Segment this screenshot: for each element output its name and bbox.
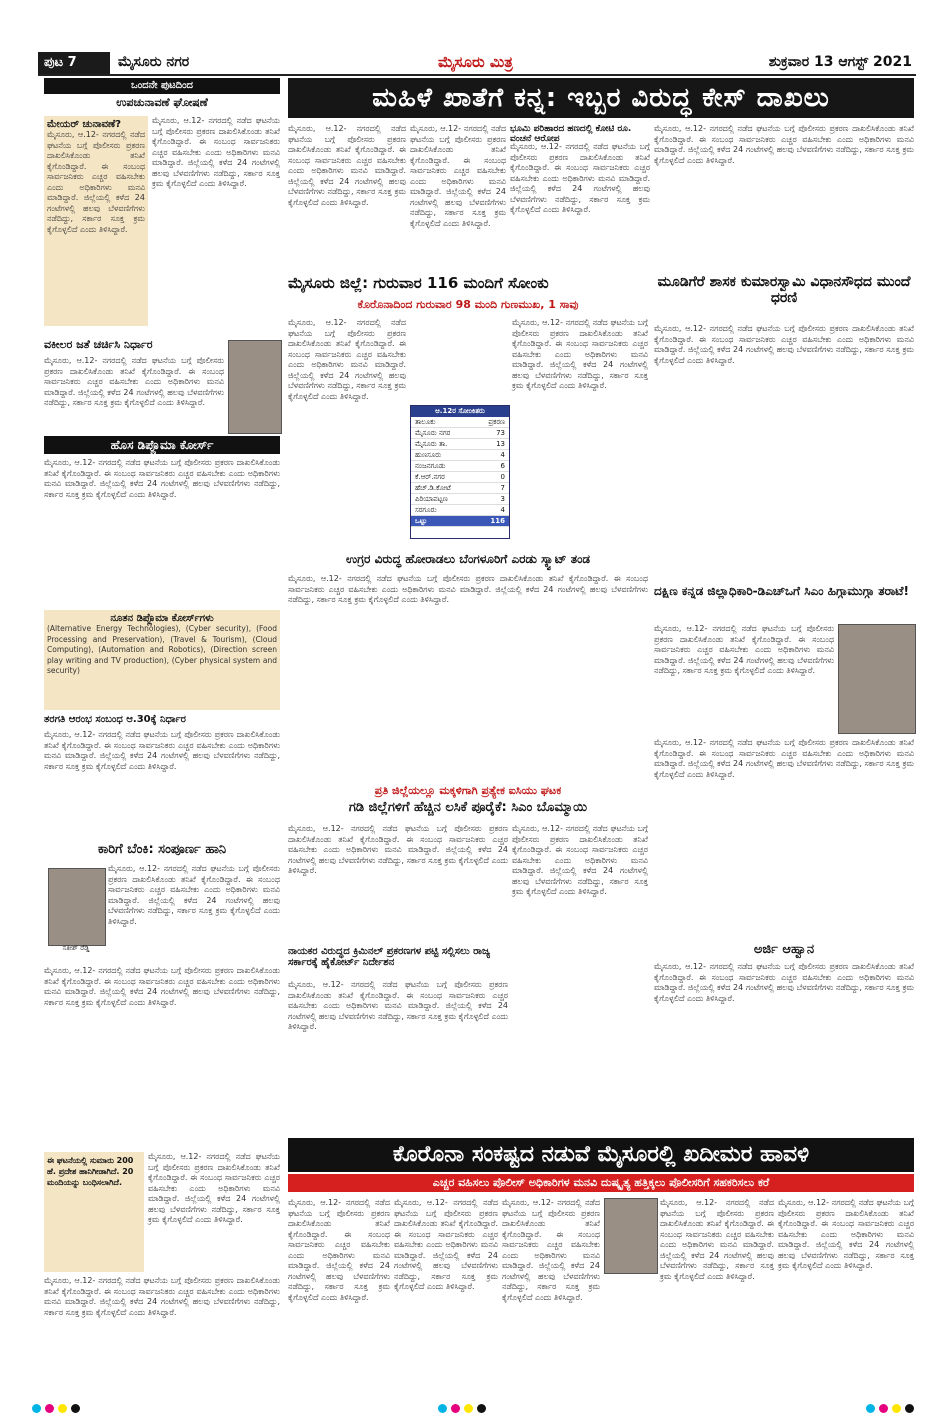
table-row bbox=[411, 439, 509, 450]
table-cell-count: 73 bbox=[496, 429, 505, 437]
table-cell-taluk: ನಂಜನಗೂಡು bbox=[415, 462, 446, 470]
apply-headline: ಅರ್ಜಿ ಆಹ್ವಾನ bbox=[753, 942, 815, 957]
bottom-headline: ಕೊರೊನಾ ಸಂಕಷ್ಟದ ನಡುವೆ ಮೈಸೂರಲ್ಲಿ ಖದೀಮರ ಹಾವಳಿ bbox=[288, 1138, 914, 1172]
bottom-body-4: ಮೈಸೂರು, ಆ.12- ನಗರದಲ್ಲಿ ನಡೆದ ಘಟನೆಯ ಬಗ್ಗೆ ಪೊಲೀಸರು ಪ್ರಕರಣ ದಾಖಲಿಸಿಕೊಂಡು ತನಿಖೆ ಕೈಗೊಂಡಿದ್ದಾರೆ. ಈ ಸಂಬಂಧ ಸಾರ್ವಜನಿಕರು ಎಚ್ಚರ ವಹಿಸಬೇಕು ಎಂದು ಅಧಿಕಾರಿಗಳು ಮನವಿ ಮಾಡಿದ್ದಾರೆ. ಜಿಲ್ಲೆಯಲ್ಲಿ ಕಳೆದ 24 ಗಂಟೆಗಳಲ್ಲಿ ಹಲವು ಬೆಳವಣಿಗೆಗಳು ನಡೆದಿದ್ದು, ಸರ್ಕಾರ ಸೂಕ್ತ ಕ್ರಮ ಕೈಗೊಳ್ಳಲಿದೆ ಎಂದು ತಿಳಿಸಿದ್ದಾರೆ. bbox=[660, 1198, 774, 1281]
color-registration-marks bbox=[32, 1404, 80, 1413]
table-cell-count: 6 bbox=[500, 462, 505, 470]
table-cell-count: 116 bbox=[490, 517, 505, 525]
section-name: ಮೈಸೂರು ನಗರ bbox=[118, 54, 190, 70]
class-body: ಮೈಸೂರು, ಆ.12- ನಗರದಲ್ಲಿ ನಡೆದ ಘಟನೆಯ ಬಗ್ಗೆ ಪೊಲೀಸರು ಪ್ರಕರಣ ದಾಖಲಿಸಿಕೊಂಡು ತನಿಖೆ ಕೈಗೊಂಡಿದ್ದಾರೆ. ಈ ಸಂಬಂಧ ಸಾರ್ವಜನಿಕರು ಎಚ್ಚರ ವಹಿಸಬೇಕು ಎಂದು ಅಧಿಕಾರಿಗಳು ಮನವಿ ಮಾಡಿದ್ದಾರೆ. ಜಿಲ್ಲೆಯಲ್ಲಿ ಕಳೆದ 24 ಗಂಟೆಗಳಲ್ಲಿ ಹಲವು ಬೆಳವಣಿಗೆಗಳು ನಡೆದಿದ್ದು, ಸರ್ಕಾರ ಸೂಕ್ತ ಕ್ರಮ ಕೈಗೊಳ್ಳಲಿದೆ ಎಂದು ತಿಳಿಸಿದ್ದಾರೆ. bbox=[44, 730, 280, 771]
car-fire-body-2: ಮೈಸೂರು, ಆ.12- ನಗರದಲ್ಲಿ ನಡೆದ ಘಟನೆಯ ಬಗ್ಗೆ ಪೊಲೀಸರು ಪ್ರಕರಣ ದಾಖಲಿಸಿಕೊಂಡು ತನಿಖೆ ಕೈಗೊಂಡಿದ್ದಾರೆ. ಈ ಸಂಬಂಧ ಸಾರ್ವಜನಿಕರು ಎಚ್ಚರ ವಹಿಸಬೇಕು ಎಂದು ಅಧಿಕಾರಿಗಳು ಮನವಿ ಮಾಡಿದ್ದಾರೆ. ಜಿಲ್ಲೆಯಲ್ಲಿ ಕಳೆದ 24 ಗಂಟೆಗಳಲ್ಲಿ ಹಲವು ಬೆಳವಣಿಗೆಗಳು ನಡೆದಿದ್ದು, ಸರ್ಕಾರ ಸೂಕ್ತ ಕ್ರಮ ಕೈಗೊಳ್ಳಲಿದೆ ಎಂದು ತಿಳಿಸಿದ್ದಾರೆ. bbox=[44, 966, 280, 1007]
page-header bbox=[38, 52, 916, 76]
car-fire-body: ಮೈಸೂರು, ಆ.12- ನಗರದಲ್ಲಿ ನಡೆದ ಘಟನೆಯ ಬಗ್ಗೆ ಪೊಲೀಸರು ಪ್ರಕರಣ ದಾಖಲಿಸಿಕೊಂಡು ತನಿಖೆ ಕೈಗೊಂಡಿದ್ದಾರೆ. ಈ ಸಂಬಂಧ ಸಾರ್ವಜನಿಕರು ಎಚ್ಚರ ವಹಿಸಬೇಕು ಎಂದು ಅಧಿಕಾರಿಗಳು ಮನವಿ ಮಾಡಿದ್ದಾರೆ. ಜಿಲ್ಲೆಯಲ್ಲಿ ಕಳೆದ 24 ಗಂಟೆಗಳಲ್ಲಿ ಹಲವು ಬೆಳವಣಿಗೆಗಳು ನಡೆದಿದ್ದು, ಸರ್ಕಾರ ಸೂಕ್ತ ಕ್ರಮ ಕೈಗೊಳ್ಳಲಿದೆ ಎಂದು ತಿಳಿಸಿದ್ದಾರೆ. bbox=[108, 864, 280, 926]
covid-subheadline: ಕೊರೊನಾದಿಂದ ಗುರುವಾರ 98 ಮಂದಿ ಗುಣಮುಖ, 1 ಸಾವು bbox=[357, 298, 579, 311]
newspaper-brand: ಮೈಸೂರು ಮಿತ್ರ bbox=[438, 53, 513, 71]
table-title: ಆ.12ರ ಸೋಂಕಿತರು bbox=[411, 406, 509, 417]
lead-headline: ಮಹಿಳೆ ಖಾತೆಗೆ ಕನ್ನ: ಇಬ್ಬರ ವಿರುದ್ಧ ಕೇಸ್ ದಾಖಲು bbox=[288, 78, 914, 118]
table-cell-count: 3 bbox=[500, 495, 505, 503]
minister-portrait-photo bbox=[838, 624, 916, 734]
covid-table bbox=[410, 405, 510, 539]
person-photo bbox=[48, 868, 106, 946]
page-number: 7 bbox=[67, 55, 77, 70]
table-cell-taluk: ಮೈಸೂರು ತಾ. bbox=[415, 440, 448, 448]
icu-headline: ಪ್ರತಿ ಜಿಲ್ಲೆಯಲ್ಲೂ ಮಕ್ಕಳಿಗಾಗಿ ಪ್ರತ್ಯೇಕ ಐಸಿಯು ಘಟಕ bbox=[374, 784, 562, 797]
verdict-body: ಮೈಸೂರು, ಆ.12- ನಗರದಲ್ಲಿ ನಡೆದ ಘಟನೆಯ ಬಗ್ಗೆ ಪೊಲೀಸರು ಪ್ರಕರಣ ದಾಖಲಿಸಿಕೊಂಡು ತನಿಖೆ ಕೈಗೊಂಡಿದ್ದಾರೆ. ಈ ಸಂಬಂಧ ಸಾರ್ವಜನಿಕರು ಎಚ್ಚರ ವಹಿಸಬೇಕು ಎಂದು ಅಧಿಕಾರಿಗಳು ಮನವಿ ಮಾಡಿದ್ದಾರೆ. ಜಿಲ್ಲೆಯಲ್ಲಿ ಕಳೆದ 24 ಗಂಟೆಗಳಲ್ಲಿ ಹಲವು ಬೆಳವಣಿಗೆಗಳು ನಡೆದಿದ್ದು, ಸರ್ಕಾರ ಸೂಕ್ತ ಕ್ರಮ ಕೈಗೊಳ್ಳಲಿದೆ ಎಂದು ತಿಳಿಸಿದ್ದಾರೆ. bbox=[44, 356, 224, 407]
table-row bbox=[411, 472, 509, 483]
table-cell-taluk: ಹೆಚ್.ಡಿ.ಕೋಟೆ bbox=[415, 484, 451, 492]
new-courses-headline: ನೂತನ ಡಿಪ್ಲೊಮಾ ಕೋರ್ಸ್‌ಗಳು bbox=[110, 613, 214, 624]
dk-headline: ದಕ್ಷಿಣ ಕನ್ನಡ ಜಿಲ್ಲಾಧಿಕಾರಿ-ಡಿಎಚ್‌ಒಗೆ ಸಿಎಂ ಹಿಗ್ಗಾಮುಗ್ಗಾ ತರಾಟೆ! bbox=[654, 584, 909, 598]
mayor-body: ಮೈಸೂರು, ಆ.12- ನಗರದಲ್ಲಿ ನಡೆದ ಘಟನೆಯ ಬಗ್ಗೆ ಪೊಲೀಸರು ಪ್ರಕರಣ ದಾಖಲಿಸಿಕೊಂಡು ತನಿಖೆ ಕೈಗೊಂಡಿದ್ದಾರೆ. ಈ ಸಂಬಂಧ ಸಾರ್ವಜನಿಕರು ಎಚ್ಚರ ವಹಿಸಬೇಕು ಎಂದು ಅಧಿಕಾರಿಗಳು ಮನವಿ ಮಾಡಿದ್ದಾರೆ. ಜಿಲ್ಲೆಯಲ್ಲಿ ಕಳೆದ 24 ಗಂಟೆಗಳಲ್ಲಿ ಹಲವು ಬೆಳವಣಿಗೆಗಳು ನಡೆದಿದ್ದು, ಸರ್ಕಾರ ಸೂಕ್ತ ಕ್ರಮ ಕೈಗೊಳ್ಳಲಿದೆ ಎಂದು ತಿಳಿಸಿದ್ದಾರೆ. bbox=[47, 130, 145, 234]
covid-body-2: ಮೈಸೂರು, ಆ.12- ನಗರದಲ್ಲಿ ನಡೆದ ಘಟನೆಯ ಬಗ್ಗೆ ಪೊಲೀಸರು ಪ್ರಕರಣ ದಾಖಲಿಸಿಕೊಂಡು ತನಿಖೆ ಕೈಗೊಂಡಿದ್ದಾರೆ. ಈ ಸಂಬಂಧ ಸಾರ್ವಜನಿಕರು ಎಚ್ಚರ ವಹಿಸಬೇಕು ಎಂದು ಅಧಿಕಾರಿಗಳು ಮನವಿ ಮಾಡಿದ್ದಾರೆ. ಜಿಲ್ಲೆಯಲ್ಲಿ ಕಳೆದ 24 ಗಂಟೆಗಳಲ್ಲಿ ಹಲವು ಬೆಳವಣಿಗೆಗಳು ನಡೆದಿದ್ದು, ಸರ್ಕಾರ ಸೂಕ್ತ ಕ್ರಮ ಕೈಗೊಳ್ಳಲಿದೆ ಎಂದು ತಿಳಿಸಿದ್ದಾರೆ. bbox=[512, 318, 648, 390]
class-headline: ತರಗತಿ ಆರಂಭ ಸಂಬಂಧ ಆ.30ಕ್ಕೆ ನಿರ್ಧಾರ bbox=[44, 714, 186, 725]
table-cell-count: 4 bbox=[500, 506, 505, 514]
highlight-box: ಈ ಘಟನೆಯಲ್ಲಿ ಸುಮಾರು 200 ಹೆ. ಪ್ರದೇಶ ಹಾನಿಗೀಡಾಗಿದೆ. 20 ಮಂದಿಯನ್ನು ಬಂಧಿಸಲಾಗಿದೆ. bbox=[44, 1152, 144, 1272]
kicker-banner: ಒಂದನೇ ಪುಟದಿಂದ bbox=[44, 78, 280, 94]
bottom-body-2: ಮೈಸೂರು, ಆ.12- ನಗರದಲ್ಲಿ ನಡೆದ ಘಟನೆಯ ಬಗ್ಗೆ ಪೊಲೀಸರು ಪ್ರಕರಣ ದಾಖಲಿಸಿಕೊಂಡು ತನಿಖೆ ಕೈಗೊಂಡಿದ್ದಾರೆ. ಈ ಸಂಬಂಧ ಸಾರ್ವಜನಿಕರು ಎಚ್ಚರ ವಹಿಸಬೇಕು ಎಂದು ಅಧಿಕಾರಿಗಳು ಮನವಿ ಮಾಡಿದ್ದಾರೆ. ಜಿಲ್ಲೆಯಲ್ಲಿ ಕಳೆದ 24 ಗಂಟೆಗಳಲ್ಲಿ ಹಲವು ಬೆಳವಣಿಗೆಗಳು ನಡೆದಿದ್ದು, ಸರ್ಕಾರ ಸೂಕ್ತ ಕ್ರಮ ಕೈಗೊಳ್ಳಲಿದೆ ಎಂದು ತಿಳಿಸಿದ್ದಾರೆ. bbox=[394, 1198, 498, 1291]
diploma-body: ಮೈಸೂರು, ಆ.12- ನಗರದಲ್ಲಿ ನಡೆದ ಘಟನೆಯ ಬಗ್ಗೆ ಪೊಲೀಸರು ಪ್ರಕರಣ ದಾಖಲಿಸಿಕೊಂಡು ತನಿಖೆ ಕೈಗೊಂಡಿದ್ದಾರೆ. ಈ ಸಂಬಂಧ ಸಾರ್ವಜನಿಕರು ಎಚ್ಚರ ವಹಿಸಬೇಕು ಎಂದು ಅಧಿಕಾರಿಗಳು ಮನವಿ ಮಾಡಿದ್ದಾರೆ. ಜಿಲ್ಲೆಯಲ್ಲಿ ಕಳೆದ 24 ಗಂಟೆಗಳಲ್ಲಿ ಹಲವು ಬೆಳವಣಿಗೆಗಳು ನಡೆದಿದ್ದು, ಸರ್ಕಾರ ಸೂಕ್ತ ಕ್ರಮ ಕೈಗೊಳ್ಳಲಿದೆ ಎಂದು ತಿಳಿಸಿದ್ದಾರೆ. bbox=[44, 458, 280, 499]
table-cell-taluk: ಮೈಸೂರು ನಗರ bbox=[415, 429, 451, 437]
verdict-headline: ವಕೀಲರ ಜತೆ ಚರ್ಚಿಸಿ ನಿರ್ಧಾರ bbox=[44, 338, 153, 351]
dk-body-1: ಮೈಸೂರು, ಆ.12- ನಗರದಲ್ಲಿ ನಡೆದ ಘಟನೆಯ ಬಗ್ಗೆ ಪೊಲೀಸರು ಪ್ರಕರಣ ದಾಖಲಿಸಿಕೊಂಡು ತನಿಖೆ ಕೈಗೊಂಡಿದ್ದಾರೆ. ಈ ಸಂಬಂಧ ಸಾರ್ವಜನಿಕರು ಎಚ್ಚರ ವಹಿಸಬೇಕು ಎಂದು ಅಧಿಕಾರಿಗಳು ಮನವಿ ಮಾಡಿದ್ದಾರೆ. ಜಿಲ್ಲೆಯಲ್ಲಿ ಕಳೆದ 24 ಗಂಟೆಗಳಲ್ಲಿ ಹಲವು ಬೆಳವಣಿಗೆಗಳು ನಡೆದಿದ್ದು, ಸರ್ಕಾರ ಸೂಕ್ತ ಕ್ರಮ ಕೈಗೊಳ್ಳಲಿದೆ ಎಂದು ತಿಳಿಸಿದ್ದಾರೆ. bbox=[654, 624, 834, 675]
kicker-title: ಉಪಚುನಾವಣೆ ಘೋಷಣೆ bbox=[116, 96, 208, 109]
left-bottom-body: ಮೈಸೂರು, ಆ.12- ನಗರದಲ್ಲಿ ನಡೆದ ಘಟನೆಯ ಬಗ್ಗೆ ಪೊಲೀಸರು ಪ್ರಕರಣ ದಾಖಲಿಸಿಕೊಂಡು ತನಿಖೆ ಕೈಗೊಂಡಿದ್ದಾರೆ. ಈ ಸಂಬಂಧ ಸಾರ್ವಜನಿಕರು ಎಚ್ಚರ ವಹಿಸಬೇಕು ಎಂದು ಅಧಿಕಾರಿಗಳು ಮನವಿ ಮಾಡಿದ್ದಾರೆ. ಜಿಲ್ಲೆಯಲ್ಲಿ ಕಳೆದ 24 ಗಂಟೆಗಳಲ್ಲಿ ಹಲವು ಬೆಳವಣಿಗೆಗಳು ನಡೆದಿದ್ದು, ಸರ್ಕಾರ ಸೂಕ್ತ ಕ್ರಮ ಕೈಗೊಳ್ಳಲಿದೆ ಎಂದು ತಿಳಿಸಿದ್ದಾರೆ. bbox=[44, 1276, 280, 1317]
icu-body-2: ಮೈಸೂರು, ಆ.12- ನಗರದಲ್ಲಿ ನಡೆದ ಘಟನೆಯ ಬಗ್ಗೆ ಪೊಲೀಸರು ಪ್ರಕರಣ ದಾಖಲಿಸಿಕೊಂಡು ತನಿಖೆ ಕೈಗೊಂಡಿದ್ದಾರೆ. ಈ ಸಂಬಂಧ ಸಾರ್ವಜನಿಕರು ಎಚ್ಚರ ವಹಿಸಬೇಕು ಎಂದು ಅಧಿಕಾರಿಗಳು ಮನವಿ ಮಾಡಿದ್ದಾರೆ. ಜಿಲ್ಲೆಯಲ್ಲಿ ಕಳೆದ 24 ಗಂಟೆಗಳಲ್ಲಿ ಹಲವು ಬೆಳವಣಿಗೆಗಳು ನಡೆದಿದ್ದು, ಸರ್ಕಾರ ಸೂಕ್ತ ಕ್ರಮ ಕೈಗೊಳ್ಳಲಿದೆ ಎಂದು ತಿಳಿಸಿದ್ದಾರೆ. bbox=[512, 824, 648, 896]
covid-headline: ಮೈಸೂರು ಜಿಲ್ಲೆ: ಗುರುವಾರ 116 ಮಂದಿಗೆ ಸೋಂಕು bbox=[288, 274, 549, 292]
mayor-headline: ಮೇಯರ್ ಚುನಾವಣೆ? bbox=[47, 119, 122, 130]
lead-body-3: ಮೈಸೂರು, ಆ.12- ನಗರದಲ್ಲಿ ನಡೆದ ಘಟನೆಯ ಬಗ್ಗೆ ಪೊಲೀಸರು ಪ್ರಕರಣ ದಾಖಲಿಸಿಕೊಂಡು ತನಿಖೆ ಕೈಗೊಂಡಿದ್ದಾರೆ. ಈ ಸಂಬಂಧ ಸಾರ್ವಜನಿಕರು ಎಚ್ಚರ ವಹಿಸಬೇಕು ಎಂದು ಅಧಿಕಾರಿಗಳು ಮನವಿ ಮಾಡಿದ್ದಾರೆ. ಜಿಲ್ಲೆಯಲ್ಲಿ ಕಳೆದ 24 ಗಂಟೆಗಳಲ್ಲಿ ಹಲವು ಬೆಳವಣಿಗೆಗಳು ನಡೆದಿದ್ದು, ಸರ್ಕಾರ ಸೂಕ್ತ ಕ್ರಮ ಕೈಗೊಳ್ಳಲಿದೆ ಎಂದು ತಿಳಿಸಿದ್ದಾರೆ. bbox=[654, 124, 914, 165]
page-number-badge bbox=[38, 52, 110, 74]
land-body: ಮೈಸೂರು, ಆ.12- ನಗರದಲ್ಲಿ ನಡೆದ ಘಟನೆಯ ಬಗ್ಗೆ ಪೊಲೀಸರು ಪ್ರಕರಣ ದಾಖಲಿಸಿಕೊಂಡು ತನಿಖೆ ಕೈಗೊಂಡಿದ್ದಾರೆ. ಈ ಸಂಬಂಧ ಸಾರ್ವಜನಿಕರು ಎಚ್ಚರ ವಹಿಸಬೇಕು ಎಂದು ಅಧಿಕಾರಿಗಳು ಮನವಿ ಮಾಡಿದ್ದಾರೆ. ಜಿಲ್ಲೆಯಲ್ಲಿ ಕಳೆದ 24 ಗಂಟೆಗಳಲ್ಲಿ ಹಲವು ಬೆಳವಣಿಗೆಗಳು ನಡೆದಿದ್ದು, ಸರ್ಕಾರ ಸೂಕ್ತ ಕ್ರಮ ಕೈಗೊಳ್ಳಲಿದೆ ಎಂದು ತಿಳಿಸಿದ್ದಾರೆ. bbox=[510, 142, 650, 214]
bottom-subheadline: ಎಚ್ಚರ ವಹಿಸಲು ಪೊಲೀಸ್ ಅಧಿಕಾರಿಗಳ ಮನವಿ ದುಷ್ಕೃತ್ಯ ಹತ್ತಿಕ್ಕಲು ಪೊಲೀಸರಿಗೆ ಸಹಕರಿಸಲು ಕರೆ bbox=[288, 1174, 914, 1192]
side-body: ಮೈಸೂರು, ಆ.12- ನಗರದಲ್ಲಿ ನಡೆದ ಘಟನೆಯ ಬಗ್ಗೆ ಪೊಲೀಸರು ಪ್ರಕರಣ ದಾಖಲಿಸಿಕೊಂಡು ತನಿಖೆ ಕೈಗೊಂಡಿದ್ದಾರೆ. ಈ ಸಂಬಂಧ ಸಾರ್ವಜನಿಕರು ಎಚ್ಚರ ವಹಿಸಬೇಕು ಎಂದು ಅಧಿಕಾರಿಗಳು ಮನವಿ ಮಾಡಿದ್ದಾರೆ. ಜಿಲ್ಲೆಯಲ್ಲಿ ಕಳೆದ 24 ಗಂಟೆಗಳಲ್ಲಿ ಹಲವು ಬೆಳವಣಿಗೆಗಳು ನಡೆದಿದ್ದು, ಸರ್ಕಾರ ಸೂಕ್ತ ಕ್ರಮ ಕೈಗೊಳ್ಳಲಿದೆ ಎಂದು ತಿಳಿಸಿದ್ದಾರೆ. bbox=[148, 1152, 280, 1224]
table-cell-count: 0 bbox=[500, 473, 505, 481]
color-registration-marks-center bbox=[438, 1404, 486, 1413]
court-body: ಮೈಸೂರು, ಆ.12- ನಗರದಲ್ಲಿ ನಡೆದ ಘಟನೆಯ ಬಗ್ಗೆ ಪೊಲೀಸರು ಪ್ರಕರಣ ದಾಖಲಿಸಿಕೊಂಡು ತನಿಖೆ ಕೈಗೊಂಡಿದ್ದಾರೆ. ಈ ಸಂಬಂಧ ಸಾರ್ವಜನಿಕರು ಎಚ್ಚರ ವಹಿಸಬೇಕು ಎಂದು ಅಧಿಕಾರಿಗಳು ಮನವಿ ಮಾಡಿದ್ದಾರೆ. ಜಿಲ್ಲೆಯಲ್ಲಿ ಕಳೆದ 24 ಗಂಟೆಗಳಲ್ಲಿ ಹಲವು ಬೆಳವಣಿಗೆಗಳು ನಡೆದಿದ್ದು, ಸರ್ಕಾರ ಸೂಕ್ತ ಕ್ರಮ ಕೈಗೊಳ್ಳಲಿದೆ ಎಂದು ತಿಳಿಸಿದ್ದಾರೆ. bbox=[288, 980, 508, 1031]
lead-body-1: ಮೈಸೂರು, ಆ.12- ನಗರದಲ್ಲಿ ನಡೆದ ಘಟನೆಯ ಬಗ್ಗೆ ಪೊಲೀಸರು ಪ್ರಕರಣ ದಾಖಲಿಸಿಕೊಂಡು ತನಿಖೆ ಕೈಗೊಂಡಿದ್ದಾರೆ. ಈ ಸಂಬಂಧ ಸಾರ್ವಜನಿಕರು ಎಚ್ಚರ ವಹಿಸಬೇಕು ಎಂದು ಅಧಿಕಾರಿಗಳು ಮನವಿ ಮಾಡಿದ್ದಾರೆ. ಜಿಲ್ಲೆಯಲ್ಲಿ ಕಳೆದ 24 ಗಂಟೆಗಳಲ್ಲಿ ಹಲವು ಬೆಳವಣಿಗೆಗಳು ನಡೆದಿದ್ದು, ಸರ್ಕಾರ ಸೂಕ್ತ ಕ್ರಮ ಕೈಗೊಳ್ಳಲಿದೆ ಎಂದು ತಿಳಿಸಿದ್ದಾರೆ. bbox=[288, 124, 406, 207]
table-cell-count: ಪ್ರಕರಣ bbox=[488, 418, 505, 426]
covid-body-1: ಮೈಸೂರು, ಆ.12- ನಗರದಲ್ಲಿ ನಡೆದ ಘಟನೆಯ ಬಗ್ಗೆ ಪೊಲೀಸರು ಪ್ರಕರಣ ದಾಖಲಿಸಿಕೊಂಡು ತನಿಖೆ ಕೈಗೊಂಡಿದ್ದಾರೆ. ಈ ಸಂಬಂಧ ಸಾರ್ವಜನಿಕರು ಎಚ್ಚರ ವಹಿಸಬೇಕು ಎಂದು ಅಧಿಕಾರಿಗಳು ಮನವಿ ಮಾಡಿದ್ದಾರೆ. ಜಿಲ್ಲೆಯಲ್ಲಿ ಕಳೆದ 24 ಗಂಟೆಗಳಲ್ಲಿ ಹಲವು ಬೆಳವಣಿಗೆಗಳು ನಡೆದಿದ್ದು, ಸರ್ಕಾರ ಸೂಕ್ತ ಕ್ರಮ ಕೈಗೊಳ್ಳಲಿದೆ ಎಂದು ತಿಳಿಸಿದ್ದಾರೆ. bbox=[288, 318, 406, 401]
bottom-body-3: ಮೈಸೂರು, ಆ.12- ನಗರದಲ್ಲಿ ನಡೆದ ಘಟನೆಯ ಬಗ್ಗೆ ಪೊಲೀಸರು ಪ್ರಕರಣ ದಾಖಲಿಸಿಕೊಂಡು ತನಿಖೆ ಕೈಗೊಂಡಿದ್ದಾರೆ. ಈ ಸಂಬಂಧ ಸಾರ್ವಜನಿಕರು ಎಚ್ಚರ ವಹಿಸಬೇಕು ಎಂದು ಅಧಿಕಾರಿಗಳು ಮನವಿ ಮಾಡಿದ್ದಾರೆ. ಜಿಲ್ಲೆಯಲ್ಲಿ ಕಳೆದ 24 ಗಂಟೆಗಳಲ್ಲಿ ಹಲವು ಬೆಳವಣಿಗೆಗಳು ನಡೆದಿದ್ದು, ಸರ್ಕಾರ ಸೂಕ್ತ ಕ್ರಮ ಕೈಗೊಳ್ಳಲಿದೆ ಎಂದು ತಿಳಿಸಿದ್ದಾರೆ. bbox=[502, 1198, 600, 1302]
photo-caption: ಸತೀಶ್ ರೆಡ್ಡಿ bbox=[62, 944, 90, 952]
bottom-body-5: ಮೈಸೂರು, ಆ.12- ನಗರದಲ್ಲಿ ನಡೆದ ಘಟನೆಯ ಬಗ್ಗೆ ಪೊಲೀಸರು ಪ್ರಕರಣ ದಾಖಲಿಸಿಕೊಂಡು ತನಿಖೆ ಕೈಗೊಂಡಿದ್ದಾರೆ. ಈ ಸಂಬಂಧ ಸಾರ್ವಜನಿಕರು ಎಚ್ಚರ ವಹಿಸಬೇಕು ಎಂದು ಅಧಿಕಾರಿಗಳು ಮನವಿ ಮಾಡಿದ್ದಾರೆ. ಜಿಲ್ಲೆಯಲ್ಲಿ ಕಳೆದ 24 ಗಂಟೆಗಳಲ್ಲಿ ಹಲವು ಬೆಳವಣಿಗೆಗಳು ನಡೆದಿದ್ದು, ಸರ್ಕಾರ ಸೂಕ್ತ ಕ್ರಮ ಕೈಗೊಳ್ಳಲಿದೆ ಎಂದು ತಿಳಿಸಿದ್ದಾರೆ. bbox=[778, 1198, 914, 1270]
apply-body: ಮೈಸೂರು, ಆ.12- ನಗರದಲ್ಲಿ ನಡೆದ ಘಟನೆಯ ಬಗ್ಗೆ ಪೊಲೀಸರು ಪ್ರಕರಣ ದಾಖಲಿಸಿಕೊಂಡು ತನಿಖೆ ಕೈಗೊಂಡಿದ್ದಾರೆ. ಈ ಸಂಬಂಧ ಸಾರ್ವಜನಿಕರು ಎಚ್ಚರ ವಹಿಸಬೇಕು ಎಂದು ಅಧಿಕಾರಿಗಳು ಮನವಿ ಮಾಡಿದ್ದಾರೆ. ಜಿಲ್ಲೆಯಲ್ಲಿ ಕಳೆದ 24 ಗಂಟೆಗಳಲ್ಲಿ ಹಲವು ಬೆಳವಣಿಗೆಗಳು ನಡೆದಿದ್ದು, ಸರ್ಕಾರ ಸೂಕ್ತ ಕ್ರಮ ಕೈಗೊಳ್ಳಲಿದೆ ಎಂದು ತಿಳಿಸಿದ್ದಾರೆ. bbox=[654, 962, 914, 1003]
new-courses-box bbox=[44, 610, 280, 710]
land-headline: ಭೂಮಿ ಪರಿಹಾರದ ಹಣದಲ್ಲಿ ಕೋಟಿ ರೂ. ವಂಚನೆ ಆರೋಪ bbox=[510, 124, 632, 144]
woman-portrait-photo bbox=[228, 340, 282, 434]
table-cell-count: 13 bbox=[496, 440, 505, 448]
color-registration-marks-right bbox=[866, 1404, 914, 1413]
table-row bbox=[411, 516, 509, 527]
protest-body: ಮೈಸೂರು, ಆ.12- ನಗರದಲ್ಲಿ ನಡೆದ ಘಟನೆಯ ಬಗ್ಗೆ ಪೊಲೀಸರು ಪ್ರಕರಣ ದಾಖಲಿಸಿಕೊಂಡು ತನಿಖೆ ಕೈಗೊಂಡಿದ್ದಾರೆ. ಈ ಸಂಬಂಧ ಸಾರ್ವಜನಿಕರು ಎಚ್ಚರ ವಹಿಸಬೇಕು ಎಂದು ಅಧಿಕಾರಿಗಳು ಮನವಿ ಮಾಡಿದ್ದಾರೆ. ಜಿಲ್ಲೆಯಲ್ಲಿ ಕಳೆದ 24 ಗಂಟೆಗಳಲ್ಲಿ ಹಲವು ಬೆಳವಣಿಗೆಗಳು ನಡೆದಿದ್ದು, ಸರ್ಕಾರ ಸೂಕ್ತ ಕ್ರಮ ಕೈಗೊಳ್ಳಲಿದೆ ಎಂದು ತಿಳಿಸಿದ್ದಾರೆ. bbox=[288, 574, 648, 604]
lead-body-2: ಮೈಸೂರು, ಆ.12- ನಗರದಲ್ಲಿ ನಡೆದ ಘಟನೆಯ ಬಗ್ಗೆ ಪೊಲೀಸರು ಪ್ರಕರಣ ದಾಖಲಿಸಿಕೊಂಡು ತನಿಖೆ ಕೈಗೊಂಡಿದ್ದಾರೆ. ಈ ಸಂಬಂಧ ಸಾರ್ವಜನಿಕರು ಎಚ್ಚರ ವಹಿಸಬೇಕು ಎಂದು ಅಧಿಕಾರಿಗಳು ಮನವಿ ಮಾಡಿದ್ದಾರೆ. ಜಿಲ್ಲೆಯಲ್ಲಿ ಕಳೆದ 24 ಗಂಟೆಗಳಲ್ಲಿ ಹಲವು ಬೆಳವಣಿಗೆಗಳು ನಡೆದಿದ್ದು, ಸರ್ಕಾರ ಸೂಕ್ತ ಕ್ರಮ ಕೈಗೊಳ್ಳಲಿದೆ ಎಂದು ತಿಳಿಸಿದ್ದಾರೆ. bbox=[410, 124, 506, 228]
issue-date: ಶುಕ್ರವಾರ 13 ಆಗಸ್ಟ್ 2021 bbox=[768, 54, 912, 70]
table-cell-taluk: ಪಿರಿಯಾಪಟ್ಟಣ bbox=[415, 495, 448, 503]
mla-body: ಮೈಸೂರು, ಆ.12- ನಗರದಲ್ಲಿ ನಡೆದ ಘಟನೆಯ ಬಗ್ಗೆ ಪೊಲೀಸರು ಪ್ರಕರಣ ದಾಖಲಿಸಿಕೊಂಡು ತನಿಖೆ ಕೈಗೊಂಡಿದ್ದಾರೆ. ಈ ಸಂಬಂಧ ಸಾರ್ವಜನಿಕರು ಎಚ್ಚರ ವಹಿಸಬೇಕು ಎಂದು ಅಧಿಕಾರಿಗಳು ಮನವಿ ಮಾಡಿದ್ದಾರೆ. ಜಿಲ್ಲೆಯಲ್ಲಿ ಕಳೆದ 24 ಗಂಟೆಗಳಲ್ಲಿ ಹಲವು ಬೆಳವಣಿಗೆಗಳು ನಡೆದಿದ್ದು, ಸರ್ಕಾರ ಸೂಕ್ತ ಕ್ರಮ ಕೈಗೊಳ್ಳಲಿದೆ ಎಂದು ತಿಳಿಸಿದ್ದಾರೆ. bbox=[654, 324, 914, 365]
mayor-box bbox=[44, 116, 148, 326]
table-cell-count: 4 bbox=[500, 451, 505, 459]
table-row bbox=[411, 450, 509, 461]
diploma-headline: ಹೊಸ ಡಿಪ್ಲೊಮಾ ಕೋರ್ಸ್ bbox=[44, 436, 280, 454]
table-cell-taluk: ಸರಗೂರು bbox=[415, 506, 437, 514]
page-label: ಪುಟ bbox=[44, 55, 64, 70]
icu-subheadline: ಗಡಿ ಜಿಲ್ಲೆಗಳಿಗೆ ಹೆಚ್ಚಿನ ಲಸಿಕೆ ಪೂರೈಕೆ: ಸಿಎಂ ಬೊಮ್ಮಾಯಿ bbox=[348, 800, 588, 815]
table-row bbox=[411, 428, 509, 439]
table-row bbox=[411, 417, 509, 428]
new-courses-list: (Alternative Energy Technologies), (Cyber security), (Food Processing and Preservation), (Travel & Tourism), (Cloud Computing), (Automation and Robotics), (Direction screen play writing and TV production), (Cyber physical system and security) bbox=[47, 624, 277, 675]
icu-body-1: ಮೈಸೂರು, ಆ.12- ನಗರದಲ್ಲಿ ನಡೆದ ಘಟನೆಯ ಬಗ್ಗೆ ಪೊಲೀಸರು ಪ್ರಕರಣ ದಾಖಲಿಸಿಕೊಂಡು ತನಿಖೆ ಕೈಗೊಂಡಿದ್ದಾರೆ. ಈ ಸಂಬಂಧ ಸಾರ್ವಜನಿಕರು ಎಚ್ಚರ ವಹಿಸಬೇಕು ಎಂದು ಅಧಿಕಾರಿಗಳು ಮನವಿ ಮಾಡಿದ್ದಾರೆ. ಜಿಲ್ಲೆಯಲ್ಲಿ ಕಳೆದ 24 ಗಂಟೆಗಳಲ್ಲಿ ಹಲವು ಬೆಳವಣಿಗೆಗಳು ನಡೆದಿದ್ದು, ಸರ್ಕಾರ ಸೂಕ್ತ ಕ್ರಮ ಕೈಗೊಳ್ಳಲಿದೆ ಎಂದು ತಿಳಿಸಿದ್ದಾರೆ. bbox=[288, 824, 508, 875]
officer-photo bbox=[604, 1198, 658, 1274]
protest-headline: ಉಗ್ರರ ವಿರುದ್ಧ ಹೋರಾಡಲು ಬೆಂಗಳೂರಿಗೆ ಎರಡು ಸ್ಕ್ವಾಟ್ ತಂಡ bbox=[345, 552, 591, 566]
table-row bbox=[411, 505, 509, 516]
table-row bbox=[411, 494, 509, 505]
table-cell-taluk: ಕೆ.ಆರ್.ನಗರ bbox=[415, 473, 445, 481]
table-cell-taluk: ಹುಣಸೂರು bbox=[415, 451, 442, 459]
table-cell-taluk: ಒಟ್ಟು bbox=[415, 517, 428, 525]
table-row bbox=[411, 461, 509, 472]
car-fire-headline: ಕಾರಿಗೆ ಬೆಂಕಿ: ಸಂಪೂರ್ಣ ಹಾನಿ bbox=[97, 842, 227, 857]
table-cell-taluk: ತಾಲೂಕು bbox=[415, 418, 436, 426]
byelection-body: ಮೈಸೂರು, ಆ.12- ನಗರದಲ್ಲಿ ನಡೆದ ಘಟನೆಯ ಬಗ್ಗೆ ಪೊಲೀಸರು ಪ್ರಕರಣ ದಾಖಲಿಸಿಕೊಂಡು ತನಿಖೆ ಕೈಗೊಂಡಿದ್ದಾರೆ. ಈ ಸಂಬಂಧ ಸಾರ್ವಜನಿಕರು ಎಚ್ಚರ ವಹಿಸಬೇಕು ಎಂದು ಅಧಿಕಾರಿಗಳು ಮನವಿ ಮಾಡಿದ್ದಾರೆ. ಜಿಲ್ಲೆಯಲ್ಲಿ ಕಳೆದ 24 ಗಂಟೆಗಳಲ್ಲಿ ಹಲವು ಬೆಳವಣಿಗೆಗಳು ನಡೆದಿದ್ದು, ಸರ್ಕಾರ ಸೂಕ್ತ ಕ್ರಮ ಕೈಗೊಳ್ಳಲಿದೆ ಎಂದು ತಿಳಿಸಿದ್ದಾರೆ. bbox=[152, 116, 280, 188]
table-cell-count: 7 bbox=[500, 484, 505, 492]
bottom-body-1: ಮೈಸೂರು, ಆ.12- ನಗರದಲ್ಲಿ ನಡೆದ ಘಟನೆಯ ಬಗ್ಗೆ ಪೊಲೀಸರು ಪ್ರಕರಣ ದಾಖಲಿಸಿಕೊಂಡು ತನಿಖೆ ಕೈಗೊಂಡಿದ್ದಾರೆ. ಈ ಸಂಬಂಧ ಸಾರ್ವಜನಿಕರು ಎಚ್ಚರ ವಹಿಸಬೇಕು ಎಂದು ಅಧಿಕಾರಿಗಳು ಮನವಿ ಮಾಡಿದ್ದಾರೆ. ಜಿಲ್ಲೆಯಲ್ಲಿ ಕಳೆದ 24 ಗಂಟೆಗಳಲ್ಲಿ ಹಲವು ಬೆಳವಣಿಗೆಗಳು ನಡೆದಿದ್ದು, ಸರ್ಕಾರ ಸೂಕ್ತ ಕ್ರಮ ಕೈಗೊಳ್ಳಲಿದೆ ಎಂದು ತಿಳಿಸಿದ್ದಾರೆ. bbox=[288, 1198, 390, 1302]
table-row bbox=[411, 483, 509, 494]
court-headline: ನಾಯಕರ ವಿರುದ್ಧದ ಕ್ರಿಮಿನಲ್ ಪ್ರಕರಣಗಳ ಪಟ್ಟಿ ಸಲ್ಲಿಸಲು ರಾಜ್ಯ ಸರ್ಕಾರಕ್ಕೆ ಹೈಕೋರ್ಟ್ ನಿರ್ದೇಶನ bbox=[288, 946, 491, 968]
mla-headline: ಮೂಡಿಗೆರೆ ಶಾಸಕ ಕುಮಾರಸ್ವಾಮಿ ವಿಧಾನಸೌಧದ ಮುಂದೆ ಧರಣಿ bbox=[657, 274, 911, 306]
dk-body-2: ಮೈಸೂರು, ಆ.12- ನಗರದಲ್ಲಿ ನಡೆದ ಘಟನೆಯ ಬಗ್ಗೆ ಪೊಲೀಸರು ಪ್ರಕರಣ ದಾಖಲಿಸಿಕೊಂಡು ತನಿಖೆ ಕೈಗೊಂಡಿದ್ದಾರೆ. ಈ ಸಂಬಂಧ ಸಾರ್ವಜನಿಕರು ಎಚ್ಚರ ವಹಿಸಬೇಕು ಎಂದು ಅಧಿಕಾರಿಗಳು ಮನವಿ ಮಾಡಿದ್ದಾರೆ. ಜಿಲ್ಲೆಯಲ್ಲಿ ಕಳೆದ 24 ಗಂಟೆಗಳಲ್ಲಿ ಹಲವು ಬೆಳವಣಿಗೆಗಳು ನಡೆದಿದ್ದು, ಸರ್ಕಾರ ಸೂಕ್ತ ಕ್ರಮ ಕೈಗೊಳ್ಳಲಿದೆ ಎಂದು ತಿಳಿಸಿದ್ದಾರೆ. bbox=[654, 738, 914, 779]
